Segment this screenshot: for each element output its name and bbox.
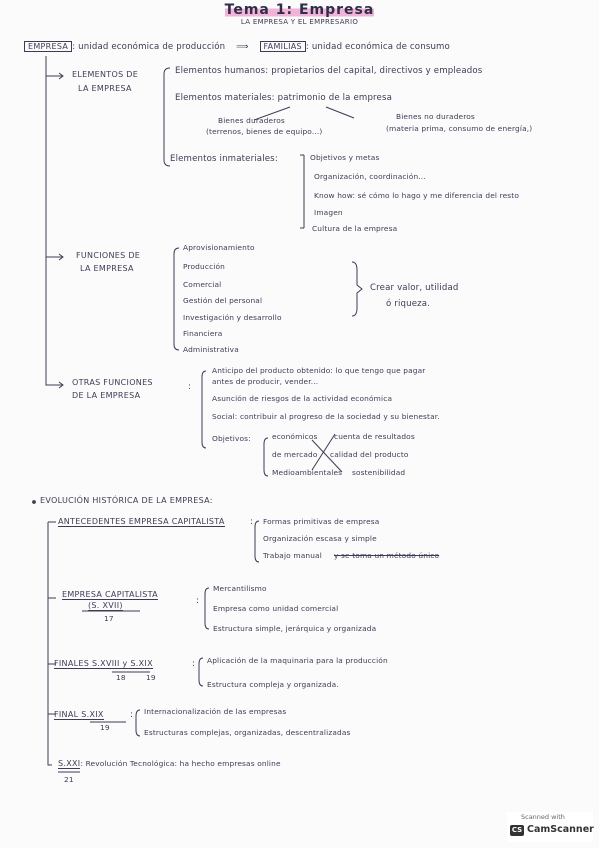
finales-num-2: 19 xyxy=(146,673,156,682)
funcion-item: Financiera xyxy=(183,329,223,338)
elementos-bracket xyxy=(164,68,170,166)
evolucion-heading: EVOLUCIÓN HISTÓRICA DE LA EMPRESA: xyxy=(40,496,213,505)
elementos-heading-2: LA EMPRESA xyxy=(78,84,132,93)
bienes-no-duraderos: Bienes no duraderos xyxy=(396,112,475,121)
antecedentes-item: Formas primitivas de empresa xyxy=(263,517,380,526)
capitalista-colon: : xyxy=(196,596,200,606)
familias-label: FAMILIAS xyxy=(260,41,306,52)
inmaterial-item: Imagen xyxy=(314,208,343,217)
sxxi-text: : Revolución Tecnológica: ha hecho empresas online xyxy=(80,759,281,768)
sxxi-num: 21 xyxy=(64,775,74,784)
funciones-heading-1: FUNCIONES DE xyxy=(76,251,141,260)
empresa-row xyxy=(24,42,450,52)
inmaterial-item: Cultura de la empresa xyxy=(312,224,398,233)
inmaterial-item: Organización, coordinación... xyxy=(314,172,426,181)
final-item: Internacionalización de las empresas xyxy=(144,707,287,716)
otras-heading-1: OTRAS FUNCIONES xyxy=(72,378,153,387)
otras-anticipo-2: antes de producir, vender... xyxy=(212,377,319,386)
otras-objetivos: Objetivos: xyxy=(212,434,251,443)
inmaterial-item: Know how: sé cómo lo hago y me diferencia del resto xyxy=(314,191,520,200)
otras-social: Social: contribuir al progreso de la sociedad y su bienestar. xyxy=(212,412,440,421)
capitalista-item: Estructura simple, jerárquica y organizada xyxy=(213,624,377,633)
finales-item: Aplicación de la maquinaria para la producción xyxy=(207,656,388,665)
antecedentes-heading: ANTECEDENTES EMPRESA CAPITALISTA xyxy=(58,517,225,526)
otras-heading-2: DE LA EMPRESA xyxy=(72,391,141,400)
final-colon: : xyxy=(130,710,134,720)
capitalista-num: 17 xyxy=(104,614,114,623)
bienes-duraderos: Bienes duraderos xyxy=(218,116,285,125)
inmaterial-item: Objetivos y metas xyxy=(310,153,380,162)
final-heading: FINAL S.XIX xyxy=(54,710,104,719)
camscanner-brand: CamScanner xyxy=(527,824,594,835)
bienes-duraderos-examples: (terrenos, bienes de equipo...) xyxy=(206,127,323,136)
finales-bracket xyxy=(199,658,203,686)
capitalista-bracket xyxy=(205,588,209,629)
funcion-item: Administrativa xyxy=(183,345,239,354)
funciones-result-1: Crear valor, utilidad xyxy=(370,283,459,293)
evolucion-trunk xyxy=(48,522,52,765)
funcion-item: Producción xyxy=(183,262,225,271)
finales-item: Estructura compleja y organizada. xyxy=(207,680,339,689)
objetivo-descripcion: cuenta de resultados xyxy=(334,432,415,441)
capitalista-heading: EMPRESA CAPITALISTA xyxy=(62,590,158,599)
final-bracket xyxy=(136,710,140,736)
bienes-no-duraderos-examples: (materia prima, consumo de energía,) xyxy=(386,124,533,133)
funciones-heading-2: LA EMPRESA xyxy=(80,264,134,273)
sxxi-heading: S.XXI xyxy=(58,759,81,768)
funcion-item: Gestión del personal xyxy=(183,296,263,305)
elementos-inmateriales: Elementos inmateriales: xyxy=(170,154,278,164)
objetivo-tipo: Medioambientales xyxy=(272,468,343,477)
funcion-item: Aprovisionamiento xyxy=(183,243,255,252)
otras-anticipo-1: Anticipo del producto obtenido: lo que tengo que pagar xyxy=(212,366,426,375)
camscanner-logo-icon: CS xyxy=(511,826,523,834)
elementos-humanos: Elementos humanos: propietarios del capital, directivos y empleados xyxy=(175,66,483,76)
finales-colon: : xyxy=(192,659,196,669)
scanned-with-text: Scanned with xyxy=(521,813,565,821)
bullet-dot xyxy=(33,501,36,504)
page-subtitle: LA EMPRESA Y EL EMPRESARIO xyxy=(240,18,359,26)
objetivo-descripcion: calidad del producto xyxy=(330,450,409,459)
finales-num-1: 18 xyxy=(116,673,126,682)
objetivo-tipo: económicos xyxy=(272,432,318,441)
objetivo-descripcion: sostenibilidad xyxy=(352,468,406,477)
objetivo-tipo: de mercado xyxy=(272,450,318,459)
antecedentes-struck-text: y se toma un método único xyxy=(334,551,440,560)
funcion-item: Investigación y desarrollo xyxy=(183,313,282,322)
antecedentes-item: Trabajo manual xyxy=(263,551,322,560)
antecedentes-colon: : xyxy=(250,517,254,527)
otras-bracket xyxy=(202,371,206,448)
antecedentes-item: Organización escasa y simple xyxy=(263,534,377,543)
funciones-result-2: ó riqueza. xyxy=(386,299,431,309)
capitalista-siglo: (S. XVII) xyxy=(88,601,123,610)
implies-arrow: ⟹ xyxy=(236,42,249,52)
empresa-definition: : unidad económica de producción xyxy=(72,42,226,52)
otras-asuncion: Asunción de riesgos de la actividad económica xyxy=(212,394,393,403)
arrow-no-duraderos xyxy=(326,107,354,118)
otras-colon: : xyxy=(188,382,192,392)
antecedentes-bracket xyxy=(255,521,259,562)
funciones-bracket xyxy=(174,248,179,350)
objetivos-bracket xyxy=(264,438,268,476)
page-title-text: Tema 1: Empresa xyxy=(224,2,375,18)
sxxi-row xyxy=(58,759,281,769)
finales-heading: FINALES S.XVIII y S.XIX xyxy=(54,659,153,668)
capitalista-item: Mercantilismo xyxy=(213,584,267,593)
funciones-right-brace xyxy=(352,262,362,316)
final-item: Estructuras complejas, organizadas, descentralizadas xyxy=(144,728,351,737)
main-trunk-line xyxy=(46,56,62,385)
camscanner-watermark xyxy=(507,812,593,842)
final-num: 19 xyxy=(100,723,110,732)
capitalista-item: Empresa como unidad comercial xyxy=(213,604,339,613)
elementos-materiales: Elementos materiales: patrimonio de la empresa xyxy=(175,93,393,103)
empresa-label: EMPRESA xyxy=(24,41,72,52)
familias-definition: : unidad económica de consumo xyxy=(305,42,450,52)
funcion-item: Comercial xyxy=(183,280,222,289)
elementos-heading-1: ELEMENTOS DE xyxy=(72,70,139,79)
